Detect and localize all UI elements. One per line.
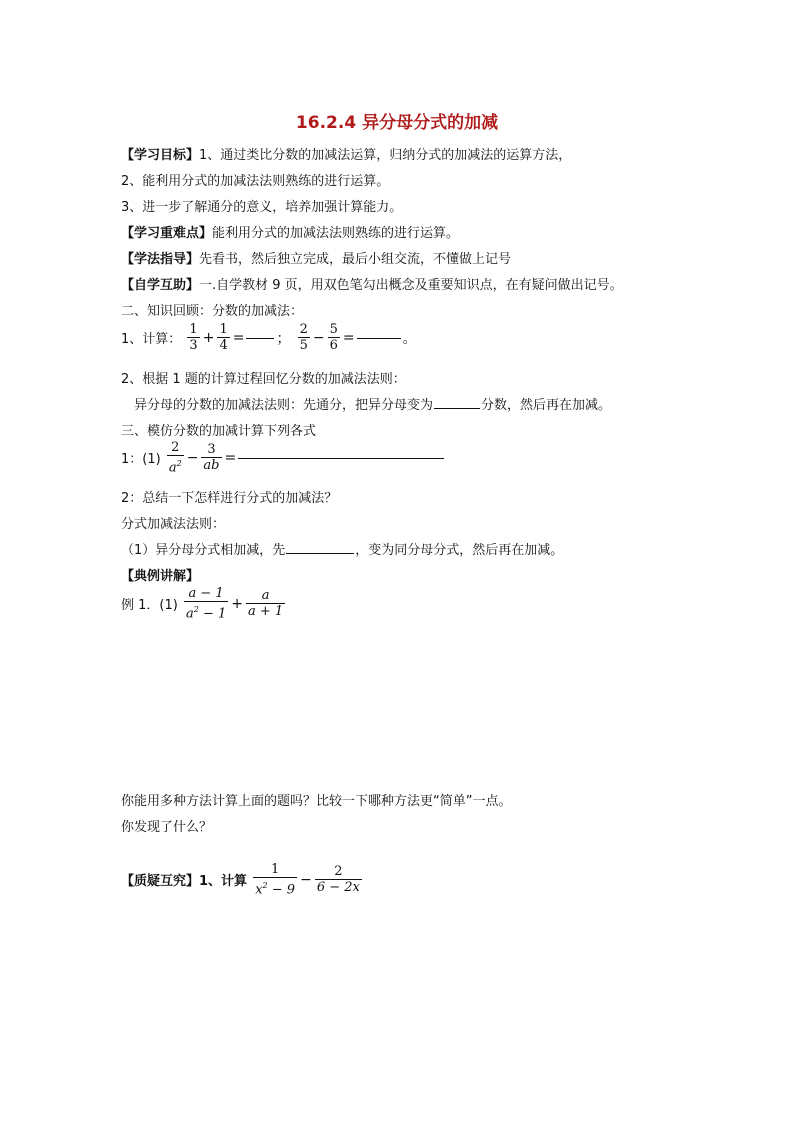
review-calc-line: 1、计算： $\frac{1}{3}$ + $\frac{1}{4}$ = ； $\frac{2}{5}$ − $\frac{5}{6}$ = 。 (121, 322, 417, 353)
fraction-add-rule-heading: 分式加减法法则： (121, 517, 226, 532)
fraction-1-over-x-squared-minus-9: $\frac{1}{x^2 - 9}$ (255, 862, 296, 898)
review-heading: 二、知识回顾：分数的加减法： (121, 304, 304, 319)
imitate-label: 1：(1) (121, 452, 161, 468)
inquiry-text: 1、计算 (199, 874, 248, 890)
answer-blank-3[interactable] (434, 407, 480, 409)
fraction-add-rule-line: （1）异分母分式相加减，先 ，变为同分母分式，然后再在加减。 (121, 543, 564, 558)
fraction-2-over-a-squared: $\frac{2}{a^2}$ (168, 440, 182, 476)
imitate-exercise-line: 1：(1) $\frac{2}{a^2}$ − $\frac{3}{ab}$ = (121, 440, 445, 475)
fraction-1-4: $\frac{1}{4}$ (219, 322, 228, 353)
fraction-1-3: $\frac{1}{3}$ (189, 322, 198, 353)
imitate-question-2: 2：总结一下怎样进行分式的加减法？ (121, 491, 338, 506)
study-guide-text: 先看书，然后独立完成，最后小组交流，不懂做上记号 (199, 252, 512, 267)
fraction-5-6: $\frac{5}{6}$ (329, 322, 338, 353)
inquiry-line: 【质疑互究】1、计算 $\frac{1}{x^2 - 9}$ − $\frac{2}{6 - 2x}$ (121, 862, 360, 898)
example-tag: 【典例讲解】 (121, 569, 200, 584)
fraction-2-5: $\frac{2}{5}$ (299, 322, 308, 353)
answer-blank-1[interactable] (246, 337, 274, 339)
learning-goal-item-1: 1、通过类比分数的加减法运算，归纳分式的加减法的运算方法， (199, 148, 572, 163)
learning-goal-item-2: 2、能利用分式的加减法法则熟练的进行运算。 (121, 174, 390, 189)
key-point-tag: 【学习重难点】 (121, 226, 213, 241)
review-calc-label: 1、计算： (121, 332, 182, 347)
reflect-question-1: 你能用多种方法计算上面的题吗？比较一下哪种方法更“简单”一点。 (121, 794, 512, 809)
answer-blank-2[interactable] (357, 337, 401, 339)
self-study-line (121, 274, 623, 293)
study-guide-line (121, 248, 511, 267)
imitate-heading: 三、模仿分数的加减计算下列各式 (121, 424, 317, 439)
example-1-line: 例 1．(1) $\frac{a - 1}{a^2 - 1}$ + $\frac{a}{a + 1}$ (121, 586, 284, 622)
answer-blank-4[interactable] (286, 552, 354, 554)
review-item-2: 2、根据 1 题的计算过程回忆分数的加减法法则： (121, 372, 406, 387)
self-study-tag: 【自学互助】 (121, 278, 200, 293)
learning-goal-tag: 【学习目标】 (121, 148, 200, 163)
key-point-line (121, 222, 459, 241)
self-study-text: 一.自学教材 9 页，用双色笔勾出概念及重要知识点，在有疑问做出记号。 (199, 278, 623, 293)
learning-goal-line (121, 144, 571, 163)
page-title: 16.2.4 异分母分式的加减 (295, 113, 499, 133)
answer-line-exercise[interactable] (238, 457, 444, 459)
key-point-text: 能利用分式的加减法法则熟练的进行运算。 (212, 226, 460, 241)
example-label: 例 1．(1) (121, 598, 178, 614)
study-guide-tag: 【学法指导】 (121, 252, 200, 267)
fraction-a-over-a-plus-1: $\frac{a}{a + 1}$ (248, 588, 284, 620)
reflect-question-2: 你发现了什么？ (121, 820, 213, 835)
fraction-a-minus-1-over-a-squared-minus-1: $\frac{a - 1}{a^2 - 1}$ (185, 586, 227, 622)
learning-goal-item-3: 3、进一步了解通分的意义，培养加强计算能力。 (121, 200, 403, 215)
fraction-2-over-6-minus-2x: $\frac{2}{6 - 2x}$ (316, 864, 360, 896)
fraction-3-over-ab: $\frac{3}{ab}$ (203, 442, 220, 474)
fraction-rule-line: 异分母的分数的加减法法则：先通分，把异分母变为 分数，然后再在加减。 (134, 398, 612, 413)
inquiry-tag: 【质疑互究】 (121, 874, 200, 890)
